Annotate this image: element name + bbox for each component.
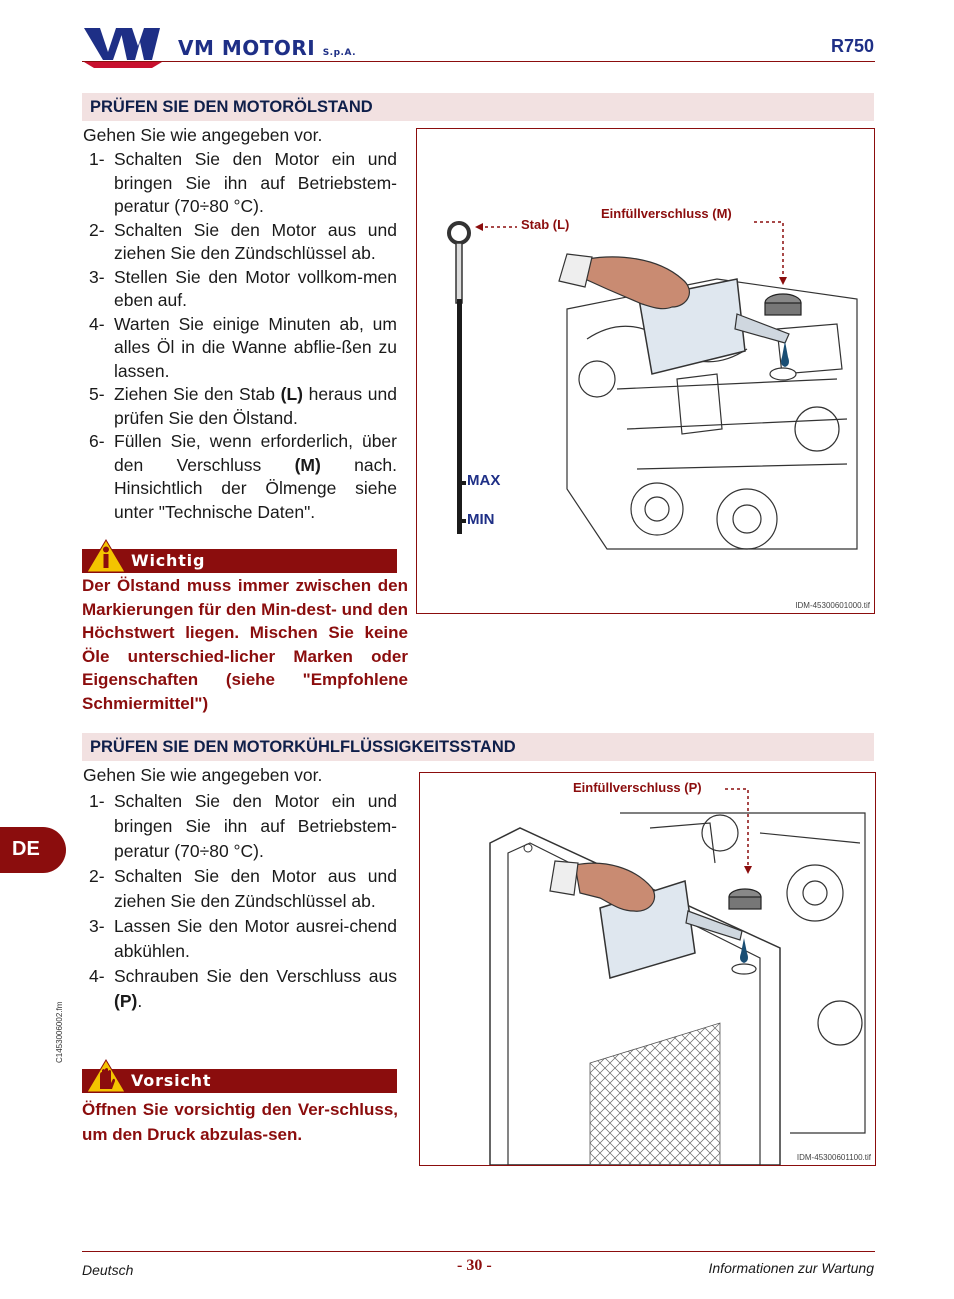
list-item: 4- Warten Sie einige Minuten ab, um alles Öl in die Wanne abflie-ßen zu lassen. — [89, 313, 397, 381]
language-tab — [0, 827, 66, 873]
brand-name: VM MOTORI S.p.A. — [178, 36, 357, 60]
page-number: - 30 - — [457, 1257, 492, 1274]
notice-text: Öffnen Sie vorsichtig den Ver-schluss, um den Druck abzulas-sen. — [82, 1100, 398, 1144]
marker-max: MAX — [467, 472, 501, 489]
section-intro: Gehen Sie wie angegeben vor. — [83, 765, 323, 785]
footer-section: Informationen zur Wartung — [708, 1260, 874, 1276]
section-title: PRÜFEN SIE DEN MOTORÖLSTAND — [90, 98, 373, 116]
label-dipstick: Stab (L) — [521, 217, 570, 232]
section-title-bar — [82, 733, 874, 761]
list-item: 1- Schalten Sie den Motor ein und bringen Sie ihn auf Betriebstem-peratur (70÷80 °C). — [89, 791, 397, 861]
hand-stop-icon — [86, 1059, 126, 1093]
section-title: PRÜFEN SIE DEN MOTORKÜHLFLÜSSIGKEITSSTAND — [90, 738, 516, 756]
footer-divider — [82, 1251, 875, 1252]
marker-min: MIN — [467, 511, 495, 528]
notice-label: Wichtig — [131, 551, 206, 570]
figure-file-id: IDM-45300601000.tif — [795, 601, 870, 610]
list-item: 4- Schrauben Sie den Verschluss aus (P). — [89, 966, 397, 1011]
language-tab-label: DE — [12, 838, 40, 860]
label-filler-cap: Einfüllverschluss (P) — [573, 780, 702, 795]
label-filler-cap: Einfüllverschluss (M) — [601, 206, 732, 221]
step-list — [83, 148, 397, 524]
section-intro: Gehen Sie wie angegeben vor. — [83, 125, 323, 145]
model-number: R750 — [830, 36, 874, 56]
notice-label: Vorsicht — [131, 1071, 212, 1090]
brand-suffix: S.p.A. — [322, 48, 357, 58]
notice-text: Der Ölstand muss immer zwischen den Markierungen für den Min-dest- und den Höchstwert liegen. Mischen Sie keine Öle unterschied-licher Marken oder Eigenschaften (siehe "Empfohlene Schmiermittel") — [82, 576, 408, 713]
footer-language: Deutsch — [82, 1262, 134, 1278]
list-item: 6- Füllen Sie, wenn erforderlich, über den Verschluss (M) nach. Hinsichtlich der Ölmenge siehe unter "Technische Daten". — [89, 431, 397, 522]
notice-header — [82, 549, 397, 573]
notice-header — [82, 1069, 397, 1093]
header-divider — [82, 61, 875, 62]
oil-check-illustration — [416, 128, 875, 614]
step-list — [83, 789, 397, 1014]
list-item: 2- Schalten Sie den Motor aus und ziehen Sie den Zündschlüssel ab. — [89, 219, 397, 263]
list-item: 5- Ziehen Sie den Stab (L) heraus und prüfen Sie den Ölstand. — [89, 384, 397, 428]
figure-file-id: IDM-45300601100.tif — [796, 1153, 871, 1162]
section-title-bar — [82, 93, 874, 121]
list-item: 3- Stellen Sie den Motor vollkom-men eben auf. — [89, 266, 397, 310]
coolant-check-illustration — [419, 772, 876, 1166]
info-icon — [86, 539, 126, 573]
list-item: 3- Lassen Sie den Motor ausrei-chend abkühlen. — [89, 916, 397, 961]
document-code: C1453006002.fm — [55, 1001, 64, 1063]
list-item: 1- Schalten Sie den Motor ein und bringen Sie ihn auf Betriebstem-peratur (70÷80 °C). — [89, 149, 397, 216]
list-item: 2- Schalten Sie den Motor aus und ziehen Sie den Zündschlüssel ab. — [89, 866, 397, 911]
